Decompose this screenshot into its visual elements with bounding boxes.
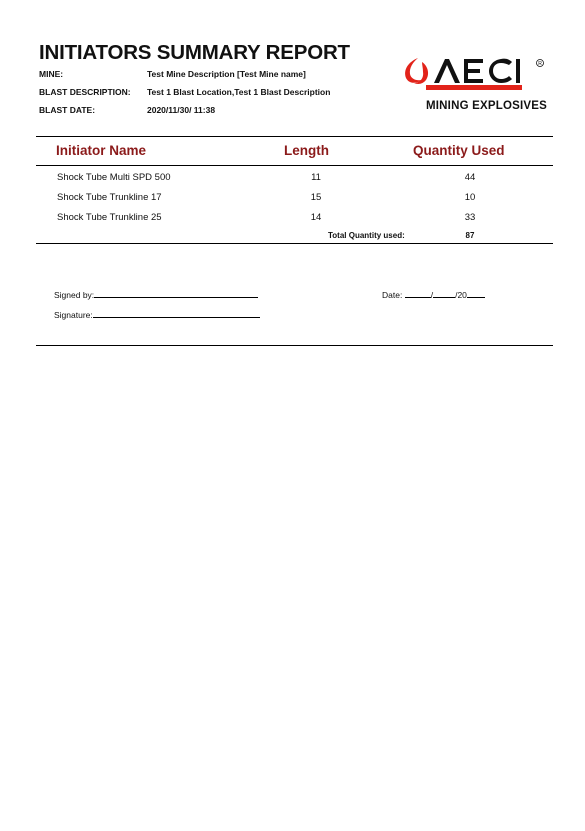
- signature-label: Signature:: [54, 310, 93, 320]
- signature-row: [54, 308, 260, 320]
- mine-label: MINE:: [39, 69, 64, 79]
- row-length: 15: [310, 192, 322, 203]
- row-initiator-name: Shock Tube Trunkline 25: [57, 212, 162, 223]
- row-initiator-name: Shock Tube Trunkline 17: [57, 192, 162, 203]
- signed-by-line[interactable]: [94, 288, 258, 298]
- header-length: Length: [284, 143, 329, 158]
- total-quantity-value: 87: [465, 231, 475, 240]
- table-row: [0, 172, 585, 186]
- date-year-line[interactable]: [467, 288, 485, 298]
- row-length: 14: [310, 212, 322, 223]
- logo-tagline: MINING EXPLOSIVES: [426, 100, 547, 112]
- table-top-rule: [36, 136, 553, 137]
- date-month-line[interactable]: [430, 288, 455, 300]
- mine-value: Test Mine Description [Test Mine name]: [147, 69, 306, 79]
- date-row: [382, 288, 485, 300]
- blast-description-value: Test 1 Blast Location,Test 1 Blast Description: [147, 87, 331, 97]
- table-row: [0, 192, 585, 206]
- date-label: Date:: [382, 290, 403, 300]
- date-separator: /: [430, 290, 434, 300]
- total-quantity-label: Total Quantity used:: [328, 231, 405, 240]
- row-initiator-name: Shock Tube Multi SPD 500: [57, 172, 171, 183]
- blast-description-label: BLAST DESCRIPTION:: [39, 87, 131, 97]
- aeci-emblem-icon: [405, 58, 428, 84]
- svg-text:R: R: [538, 61, 542, 67]
- row-quantity: 10: [464, 192, 476, 203]
- signoff-bottom-rule: [36, 345, 553, 346]
- row-length: 11: [311, 172, 321, 183]
- row-quantity: 33: [464, 212, 476, 223]
- date-year-prefix: /20: [455, 290, 467, 300]
- row-quantity: 44: [464, 172, 476, 183]
- signed-by-row: [54, 288, 258, 300]
- header-initiator-name: Initiator Name: [56, 143, 147, 158]
- table-row: [0, 212, 585, 226]
- signature-line[interactable]: [93, 308, 260, 318]
- table-header-rule: [36, 165, 553, 166]
- report-title: INITIATORS SUMMARY REPORT: [39, 41, 350, 64]
- date-day-line[interactable]: [405, 288, 434, 300]
- signed-by-label: Signed by:: [54, 290, 95, 300]
- blast-date-value: 2020/11/30/ 11:38: [147, 105, 216, 115]
- header-quantity-used: Quantity Used: [413, 143, 505, 158]
- table-bottom-rule: [36, 243, 553, 244]
- blast-date-label: BLAST DATE:: [39, 105, 96, 115]
